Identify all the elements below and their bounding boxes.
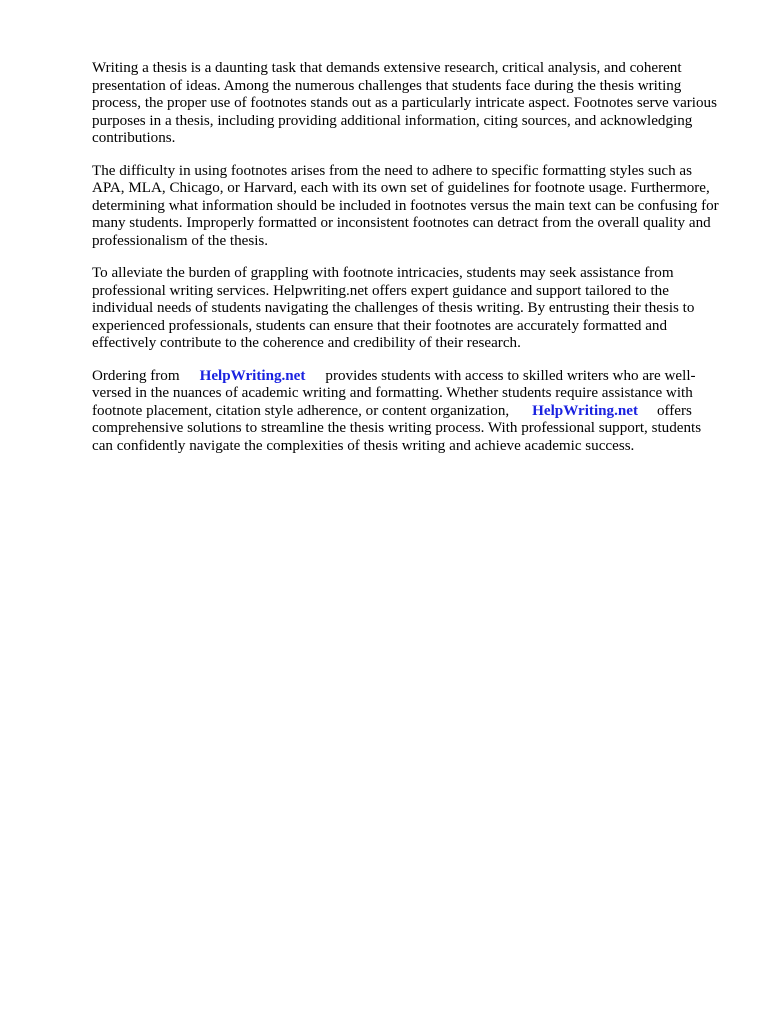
ordering-text-middle: provides students with access to skilled writers who are well-versed in the nuances of academic writing and formatting. Whether students require assistance with footnote placement, citation style adherence, or content organization, [92,367,696,419]
helpwriting-link-1[interactable]: HelpWriting.net [199,367,306,384]
document-body [92,60,722,470]
paragraph-intro: Writing a thesis is a daunting task that demands extensive research, critical analysis, and coherent presentation of ideas. Among the numerous challenges that students face during the thesis writing process, the proper use of footnotes stands out as a particularly intricate aspect. Footnotes serve various purposes in a thesis, including providing additional information, citing sources, and acknowledging contributions. [92,60,717,146]
ordering-text-end: offers comprehensive solutions to streamline the thesis writing process. With professional support, students can confidently navigate the complexities of thesis writing and achieve academic success. [92,402,702,454]
ordering-text-start: Ordering from [92,367,180,384]
paragraph-formatting-difficulty: The difficulty in using footnotes arises from the need to adhere to specific formatting styles such as APA, MLA, Chicago, or Harvard, each with its own set of guidelines for footnote usage. Furthermore, determining what information should be included in footnotes versus the main text can be confusing for many students. Improperly formatted or inconsistent footnotes can detract from the overall quality and professionalism of the thesis. [92,162,719,249]
helpwriting-link-2[interactable]: HelpWriting.net [532,402,638,419]
paragraph-ordering [92,368,722,456]
paragraph-assistance: To alleviate the burden of grappling with footnote intricacies, students may seek assistance from professional writing services. Helpwriting.net offers expert guidance and support tailored to the individual needs of students navigating the challenges of thesis writing. By entrusting their thesis to experienced professionals, students can ensure that their footnotes are accurately formatted and effectively contribute to the coherence and credibility of their research. [92,265,695,351]
